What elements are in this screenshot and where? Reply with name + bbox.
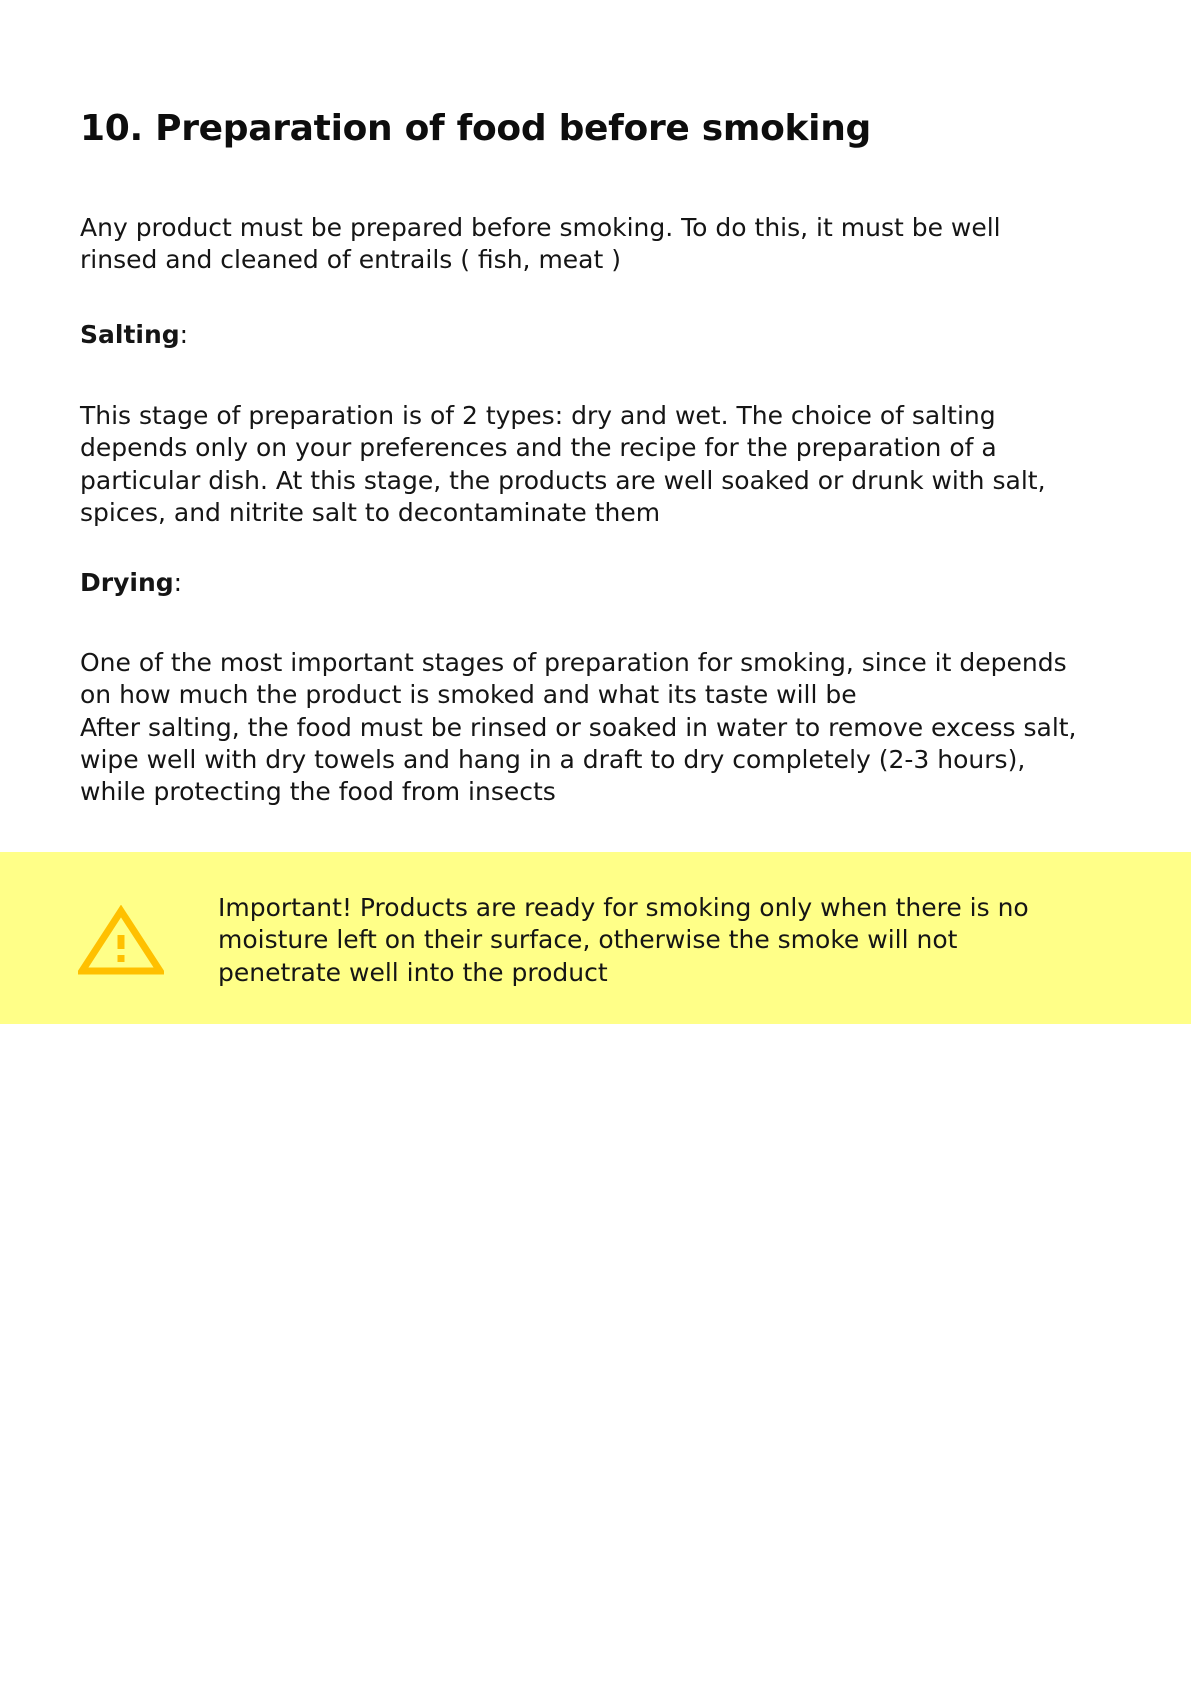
drying-line: wipe well with dry towels and hang in a draft to dry completely (2-3 hours), — [80, 744, 1026, 774]
notice-line: moisture left on their surface, otherwise the smoke will not — [218, 925, 958, 955]
drying-heading-label: Drying — [80, 568, 174, 597]
intro-line: Any product must be prepared before smoking. To do this, it must be well — [80, 213, 1001, 242]
drying-heading-colon: : — [173, 568, 183, 597]
salting-line: particular dish. At this stage, the products are well soaked or drunk with salt, — [80, 465, 1046, 495]
drying-line: After salting, the food must be rinsed or soaked in water to remove excess salt, — [80, 712, 1077, 742]
drying-line: One of the most important stages of preparation for smoking, since it depends — [80, 648, 1067, 677]
salting-paragraph — [80, 400, 1120, 529]
salting-heading — [80, 319, 1120, 351]
warning-triangle-icon — [78, 905, 164, 975]
salting-line: This stage of preparation is of 2 types: dry and wet. The choice of salting — [80, 401, 996, 430]
page-title: 10. Preparation of food before smoking — [80, 108, 872, 149]
drying-line: on how much the product is smoked and what its taste will be — [80, 680, 857, 710]
important-notice-text — [218, 892, 1029, 989]
notice-line: penetrate well into the product — [218, 957, 608, 987]
drying-heading — [80, 567, 1120, 599]
salting-heading-colon: : — [179, 320, 189, 349]
drying-line: while protecting the food from insects — [80, 777, 556, 807]
salting-line: spices, and nitrite salt to decontaminate them — [80, 497, 661, 527]
drying-paragraph — [80, 647, 1120, 808]
intro-paragraph — [80, 212, 1120, 277]
intro-line: rinsed and cleaned of entrails ( fish, meat ) — [80, 245, 622, 275]
notice-line: Important! Products are ready for smoking only when there is no — [218, 893, 1029, 922]
salting-line: depends only on your preferences and the recipe for the preparation of a — [80, 433, 997, 463]
salting-heading-label: Salting — [80, 320, 180, 349]
